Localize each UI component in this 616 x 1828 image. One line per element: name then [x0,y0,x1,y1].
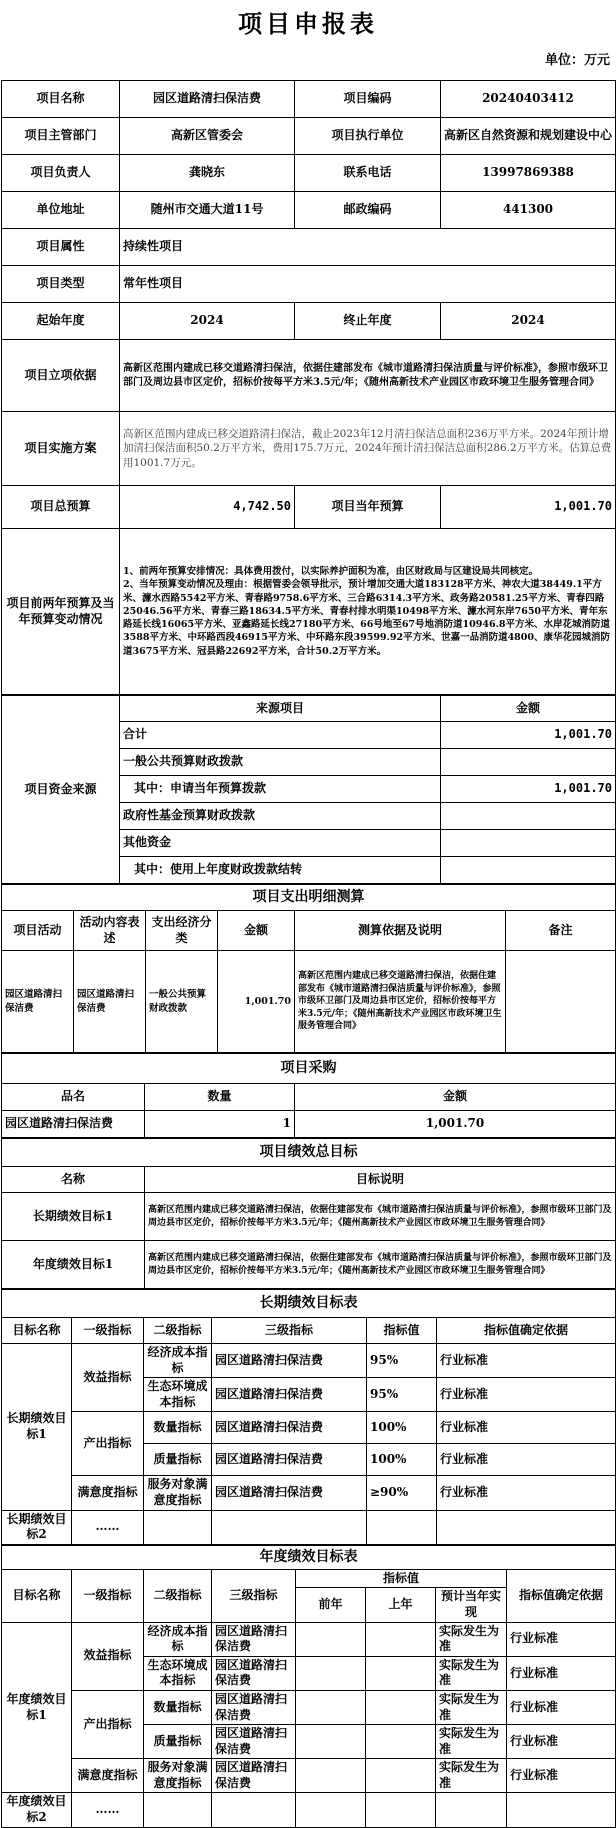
annual-basis: 行业标准 [507,1759,616,1793]
annual-prev1 [366,1622,436,1656]
exec-label: 项目执行单位 [295,118,441,155]
longterm-l1: 满意度指标 [72,1476,144,1510]
purchase-table [1,1053,616,1138]
total-value: 4,742.50 [120,486,295,529]
funds-row-amount [441,830,616,857]
funds-row-name: 政府性基金预算财政拨款 [120,803,441,830]
longterm-header: 目标名称 [2,1318,72,1344]
plan-label: 项目实施方案 [2,412,120,486]
longterm-basis: 行业标准 [437,1378,616,1412]
basis-label: 项目立项依据 [2,340,120,412]
perf-table [1,1138,616,1289]
longterm-value: 100% [367,1412,437,1444]
end-label: 终止年度 [295,303,441,340]
annual-prev2 [296,1656,366,1690]
annual-header: 二级指标 [144,1569,212,1622]
annual-basis: 行业标准 [507,1656,616,1690]
funds-row-amount: 1,001.70 [441,722,616,749]
purchase-amount: 1,001.70 [295,1111,616,1138]
annual-cur: 实际发生为准 [436,1759,507,1793]
annual-prev2 [296,1690,366,1724]
expense-header: 项目活动 [2,911,74,951]
year-budget-label: 项目当年预算 [295,486,441,529]
annual-table [1,1545,616,1828]
purchase-qty: 1 [145,1111,295,1138]
funds-label: 项目资金来源 [2,696,120,884]
annual-goal2-placeholder: …… [72,1793,144,1827]
longterm-basis: 行业标准 [437,1412,616,1444]
addr-value: 随州市交通大道11号 [120,192,295,229]
funds-row-name: 其中：使用上年度财政拨款结转 [120,857,441,884]
purchase-amount-header: 金额 [295,1084,616,1111]
annual-header: 一级指标 [72,1569,144,1622]
longterm-l2: 数量指标 [144,1412,212,1444]
expense-basis: 高新区范围内建成已移交道路清扫保洁，依据住建部发布《城市道路清扫保洁质量与评价标准》，参照市级环卫部门及周边县市区定价，招标价按每平方米3.5元/年；《随州高新技术产业园区市政环境卫生服务管理合同》 [295,951,506,1053]
annual-value-header: 指标值 [296,1569,507,1588]
expense-header: 备注 [506,911,616,951]
type-value: 常年性项目 [120,266,616,303]
basis-value: 高新区范围内建成已移交道路清扫保洁，依据住建部发布《城市道路清扫保洁质量与评价标准》，参照市级环卫部门及周边县市区定价，招标价按每平方米3.5元/年；《随州高新技术产业园区市政环境卫生服务管理合同》 [120,340,616,412]
annual-l2: 质量指标 [144,1725,212,1759]
basic-info-table [1,80,616,695]
annual-basis: 行业标准 [507,1690,616,1724]
funds-row-name: 其中：申请当年预算拨款 [120,776,441,803]
zip-label: 邮政编码 [295,192,441,229]
longterm-header: 指标值 [367,1318,437,1344]
perf-name-header: 名称 [2,1167,145,1193]
longterm-goal2-placeholder: …… [72,1510,144,1544]
expense-header: 支出经济分类 [146,911,218,951]
longterm-l2: 生态环境成本指标 [144,1378,212,1412]
code-value: 20240403412 [441,81,616,118]
longterm-l3: 园区道路清扫保洁费 [212,1344,367,1378]
funds-row-amount [441,749,616,776]
longterm-value: 95% [367,1344,437,1378]
annual-prev1 [366,1690,436,1724]
longterm-header: 二级指标 [144,1318,212,1344]
annual-l1: 产出指标 [72,1690,144,1758]
annual-l2: 经济成本指标 [144,1622,212,1656]
perf-title: 项目绩效总目标 [2,1139,616,1167]
start-label: 起始年度 [2,303,120,340]
code-label: 项目编码 [295,81,441,118]
annual-l1: 满意度指标 [72,1759,144,1793]
manager-label: 项目负责人 [2,155,120,192]
annual-header: 目标名称 [2,1569,72,1622]
funds-amount-header: 金额 [441,696,616,722]
annual-goal2: 年度绩效目标2 [2,1793,72,1827]
longterm-l2: 服务对象满意度指标 [144,1476,212,1510]
annual-cur: 实际发生为准 [436,1656,507,1690]
page-title: 项目申报表 [238,9,378,38]
perf-goal-desc: 高新区范围内建成已移交道路清扫保洁，依据住建部发布《城市道路清扫保洁质量与评价标准》，参照市级环卫部门及周边县市区定价，招标价按每平方米3.5元/年；《随州高新技术产业园区市政环境卫生服务管理合同》 [145,1241,616,1289]
annual-l1: 效益指标 [72,1622,144,1690]
annual-sub-header: 上年 [366,1588,436,1622]
annual-prev2 [296,1759,366,1793]
annual-cur: 实际发生为准 [436,1690,507,1724]
attr-label: 项目属性 [2,229,120,266]
funds-table [1,695,616,884]
longterm-l3: 园区道路清扫保洁费 [212,1378,367,1412]
end-value: 2024 [441,303,616,340]
longterm-l3: 园区道路清扫保洁费 [212,1476,367,1510]
longterm-l1: 效益指标 [72,1344,144,1412]
name-label: 项目名称 [2,81,120,118]
change-value: 1、前两年预算安排情况：具体费用拨付，以实际养护面积为准，由区财政局与区建设局共同核定。 2、当年预算变动情况及理由：根据管委会领导批示，预计增加交通大道183128平方米、神农大道38449.1平方米、濂水西路5542平方米、青春路9758.6平方米、三合路6314.3平方米、政务路20581.25平方米、青春四路25046.56平方米、青春三路18634.5平方米、青春村排水明渠10498平方米、濂水河东岸7650平方米、青年东路延长线16065平方米、亚鑫路延长线27180平方米、66号地至67号地消防道10946.8平方米、水岸花城消防道3588平方米、中环路西段46915平方米、中环路东段39599.92平方米、世嘉一品消防道4800、康华花园城消防道3675平方米、冠县路22692平方米，合计50.2万平方米。 [120,529,616,695]
unit-label: 单位：万元 [544,53,610,68]
annual-prev1 [366,1656,436,1690]
annual-title: 年度绩效目标表 [2,1545,616,1569]
addr-label: 单位地址 [2,192,120,229]
expense-content: 园区道路清扫保洁费 [74,951,146,1053]
total-label: 项目总预算 [2,486,120,529]
phone-value: 13997869388 [441,155,616,192]
longterm-basis: 行业标准 [437,1444,616,1476]
longterm-basis: 行业标准 [437,1344,616,1378]
annual-prev1 [366,1759,436,1793]
annual-prev2 [296,1622,366,1656]
expense-activity: 园区道路清扫保洁费 [2,951,74,1053]
expense-category: 一般公共预算财政拨款 [146,951,218,1053]
longterm-l2: 经济成本指标 [144,1344,212,1378]
annual-basis: 行业标准 [507,1725,616,1759]
purchase-qty-header: 数量 [145,1084,295,1111]
funds-source-header: 来源项目 [120,696,441,722]
annual-l3: 园区道路清扫保洁费 [212,1622,296,1656]
expense-amount: 1,001.70 [218,951,295,1053]
plan-value: 高新区范围内建成已移交道路清扫保洁，截止2023年12月清扫保洁总面积236万平方米。2024年预计增加清扫保洁面积50.2万平方米，费用175.7万元，2024年预计清扫保洁总面积286.2万平方米。估算总费用1001.7万元。 [120,412,616,486]
annual-basis: 行业标准 [507,1622,616,1656]
name-value: 园区道路清扫保洁费 [120,81,295,118]
perf-desc-header: 目标说明 [145,1167,616,1193]
dept-label: 项目主管部门 [2,118,120,155]
longterm-header: 一级指标 [72,1318,144,1344]
perf-goal-name: 年度绩效目标1 [2,1241,145,1289]
annual-l3: 园区道路清扫保洁费 [212,1656,296,1690]
expense-header: 测算依据及说明 [295,911,506,951]
longterm-goal2: 长期绩效目标2 [2,1510,72,1544]
manager-value: 龚晓东 [120,155,295,192]
annual-l3: 园区道路清扫保洁费 [212,1759,296,1793]
expense-header: 金额 [218,911,295,951]
annual-l3: 园区道路清扫保洁费 [212,1690,296,1724]
longterm-table [1,1289,616,1545]
perf-goal-name: 长期绩效目标1 [2,1193,145,1241]
funds-row-amount [441,803,616,830]
funds-row-amount: 1,001.70 [441,776,616,803]
purchase-name-header: 品名 [2,1084,145,1111]
funds-row-name: 一般公共预算财政拨款 [120,749,441,776]
longterm-basis: 行业标准 [437,1476,616,1510]
dept-value: 高新区管委会 [120,118,295,155]
longterm-l3: 园区道路清扫保洁费 [212,1444,367,1476]
phone-label: 联系电话 [295,155,441,192]
start-value: 2024 [120,303,295,340]
longterm-value: 100% [367,1444,437,1476]
year-budget-value: 1,001.70 [441,486,616,529]
longterm-value: ≥90% [367,1476,437,1510]
annual-l2: 服务对象满意度指标 [144,1759,212,1793]
annual-prev2 [296,1725,366,1759]
annual-l2: 生态环境成本指标 [144,1656,212,1690]
longterm-header: 三级指标 [212,1318,367,1344]
longterm-l2: 质量指标 [144,1444,212,1476]
exec-value: 高新区自然资源和规划建设中心 [441,118,616,155]
funds-row-amount [441,857,616,884]
annual-basis-header: 指标值确定依据 [507,1569,616,1622]
annual-cur: 实际发生为准 [436,1622,507,1656]
perf-goal-desc: 高新区范围内建成已移交道路清扫保洁，依据住建部发布《城市道路清扫保洁质量与评价标准》，参照市级环卫部门及周边县市区定价，招标价按每平方米3.5元/年；《随州高新技术产业园区市政环境卫生服务管理合同》 [145,1193,616,1241]
longterm-l3: 园区道路清扫保洁费 [212,1412,367,1444]
longterm-value: 95% [367,1378,437,1412]
change-label: 项目前两年预算及当年预算变动情况 [2,529,120,695]
annual-goal1: 年度绩效目标1 [2,1622,72,1793]
annual-sub-header: 前年 [296,1588,366,1622]
expense-header: 活动内容表述 [74,911,146,951]
purchase-title: 项目采购 [2,1054,616,1084]
type-label: 项目类型 [2,266,120,303]
longterm-header: 指标值确定依据 [437,1318,616,1344]
expense-table [1,884,616,1053]
expense-note [506,951,616,1053]
longterm-title: 长期绩效目标表 [2,1290,616,1318]
annual-l3: 园区道路清扫保洁费 [212,1725,296,1759]
annual-header: 三级指标 [212,1569,296,1622]
longterm-l1: 产出指标 [72,1412,144,1476]
longterm-goal1: 长期绩效目标1 [2,1344,72,1511]
annual-l2: 数量指标 [144,1690,212,1724]
zip-value: 441300 [441,192,616,229]
purchase-name: 园区道路清扫保洁费 [2,1111,145,1138]
annual-cur: 实际发生为准 [436,1725,507,1759]
annual-sub-header: 预计当年实现 [436,1588,507,1622]
annual-prev1 [366,1725,436,1759]
funds-row-name: 其他资金 [120,830,441,857]
attr-value: 持续性项目 [120,229,616,266]
funds-row-name: 合计 [120,722,441,749]
expense-title: 项目支出明细测算 [2,885,616,911]
